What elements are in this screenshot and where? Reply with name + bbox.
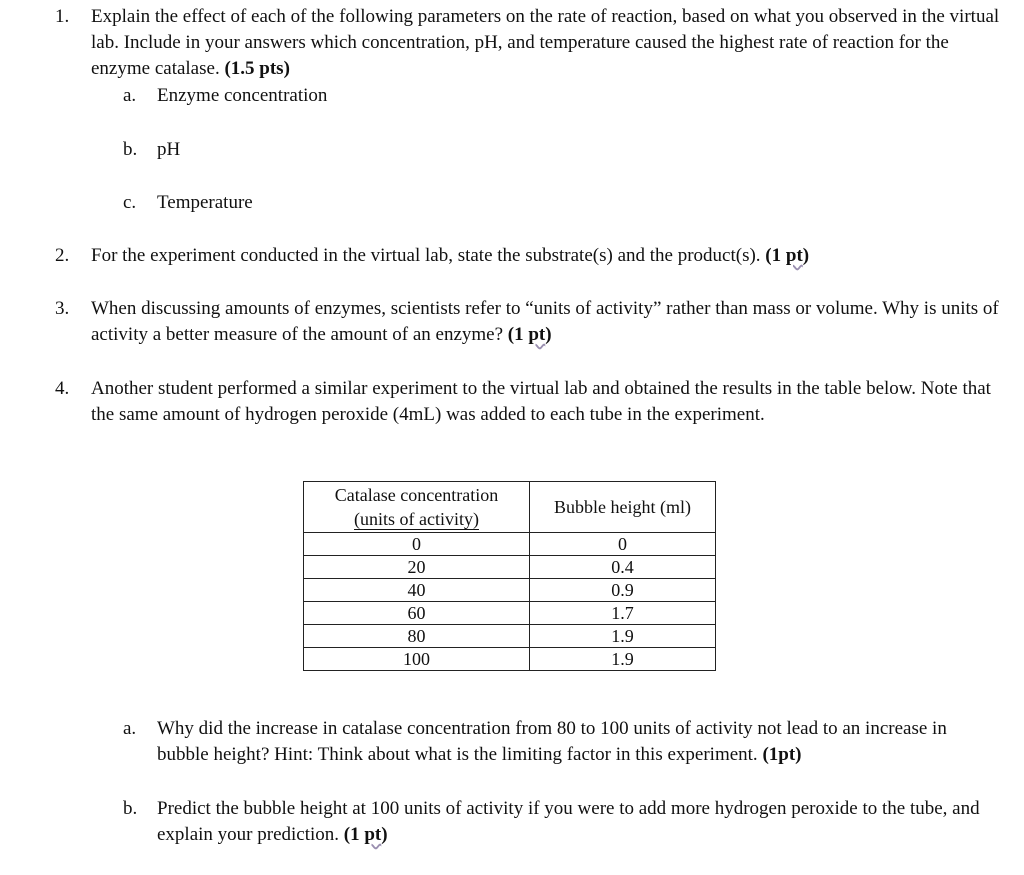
table-cell: 0.4 — [530, 556, 716, 579]
subquestion-1b: b. pH — [123, 139, 181, 160]
table-cell: 60 — [304, 602, 530, 625]
subquestion-1a: a. Enzyme concentration — [123, 85, 328, 106]
table-cell: 0 — [530, 533, 716, 556]
table-row — [304, 625, 716, 648]
table-cell: 40 — [304, 579, 530, 602]
question-text: Explain the effect of each of the following parameters on the rate of reaction, based on what you observed in the virtual lab. Include in your answers which concentration, pH, and temperature caused the highest rate of reaction for the enzyme catalase. (1.5 pts) — [91, 6, 1000, 79]
question-text: When discussing amounts of enzymes, scientists refer to “units of activity” rather than mass or volume. Why is units of activity a better measure of the amount of an enzyme? (1 pt) — [91, 298, 999, 345]
column-header-bubble-height: Bubble height (ml) — [530, 482, 716, 533]
points-label: (1 pt) — [507, 324, 552, 345]
column-header-catalase: Catalase concentration (units of activity) — [304, 482, 530, 533]
table-cell: 100 — [304, 648, 530, 671]
points-label: (1 pt) — [765, 245, 810, 266]
question-1 — [55, 4, 1000, 82]
points-label: (1 pt) — [343, 824, 388, 845]
question-number: 3. — [55, 298, 70, 319]
table-row — [304, 533, 716, 556]
table-header-row — [304, 482, 716, 533]
points-label: (1pt) — [762, 744, 802, 765]
table-cell: 1.9 — [530, 648, 716, 671]
table-cell: 80 — [304, 625, 530, 648]
points-label: (1.5 pts) — [224, 58, 290, 79]
question-2 — [55, 243, 1000, 269]
table-row — [304, 648, 716, 671]
subquestion-4b: b. Predict the bubble height at 100 units of activity if you were to add more hydrogen peroxide to the tube, and explain your prediction. (1 pt) — [123, 798, 980, 845]
subquestion-4a: a. Why did the increase in catalase concentration from 80 to 100 units of activity not lead to an increase in bubble height? Hint: Think about what is the limiting factor in this experiment. (1pt) — [123, 718, 947, 765]
subquestion-1c: c. Temperature — [123, 192, 253, 213]
table-cell: 1.7 — [530, 602, 716, 625]
table-row — [304, 602, 716, 625]
table-row — [304, 579, 716, 602]
question-text: For the experiment conducted in the virtual lab, state the substrate(s) and the product(s). (1 pt) — [91, 245, 810, 266]
table-cell: 20 — [304, 556, 530, 579]
question-number: 1. — [55, 6, 70, 27]
results-table — [303, 481, 716, 671]
question-3 — [55, 296, 1000, 348]
table-cell: 1.9 — [530, 625, 716, 648]
table-cell: 0 — [304, 533, 530, 556]
table-row — [304, 556, 716, 579]
question-number: 2. — [55, 245, 70, 266]
question-number: 4. — [55, 378, 70, 399]
question-text: Another student performed a similar experiment to the virtual lab and obtained the results in the table below. Note that the same amount of hydrogen peroxide (4mL) was added to each tube in the experiment. — [91, 378, 991, 425]
table-cell: 0.9 — [530, 579, 716, 602]
question-4 — [55, 376, 1000, 428]
